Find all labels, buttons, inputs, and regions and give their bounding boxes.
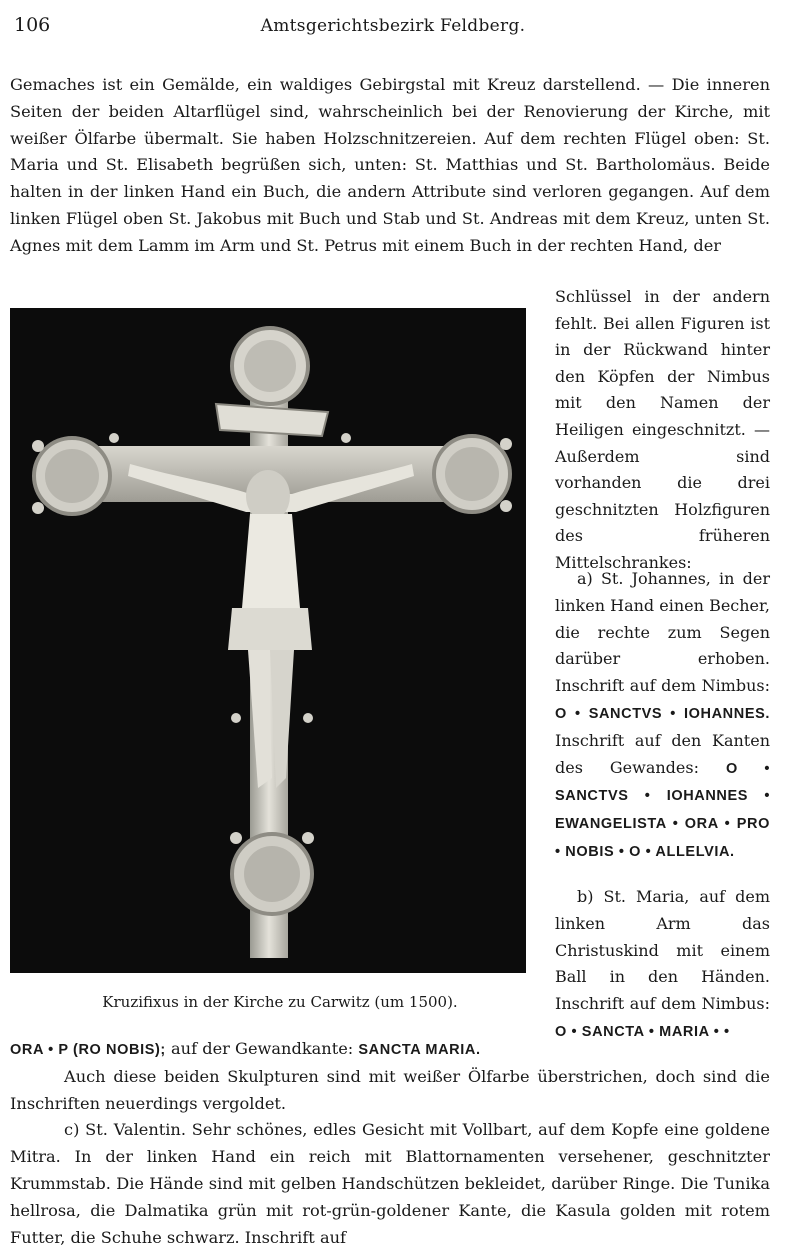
item-a-inscription-2: O • SANCTVS • IOHANNES • EWANGELISTA • ORA • PRO • NOBIS • O • ALLELVIA.: [555, 760, 771, 860]
top-paragraph: Gemaches ist ein Gemälde, ein waldiges Gebirgstal mit Kreuz darstellend. — Die inneren Seiten der beiden Altarflügel sind, wahrscheinlich bei der Renovierung der Kirche, mit weißer Ölfarbe übermalt. Sie haben Holzschnitzereien. Auf dem rechten Flügel oben: St. Maria und St. Elisabeth begrüßen sich, unten: St. Matthias und St. Bartholomäus. Beide halten in der linken Hand ein Buch, die andern Attribute sind verloren gegangen. Auf dem linken Flügel oben St. Jakobus mit Buch und Stab und St. Andreas mit dem Kreuz, unten St. Agnes mit dem Lamm im Arm und St. Petrus mit einem Buch in der rechten Hand, der: [10, 75, 770, 255]
item-a-text: a) St. Johannes, in der linken Hand einen Becher, die rechte zum Segen darüber erhoben. Inschrift auf dem Nimbus:: [555, 569, 770, 696]
side-item-a: [555, 566, 770, 866]
inscription-cont: ORA • P (RO NOBIS);: [10, 1042, 166, 1058]
crucifix-photo: [10, 308, 526, 973]
item-b-inscription: O • SANCTA • MARIA • •: [555, 1023, 730, 1040]
paragraph-valentin: c) St. Valentin. Sehr schönes, edles Gesicht mit Vollbart, auf dem Kopfe eine goldene Mitra. In der linken Hand ein reich mit Blattornamenten versehener, geschnitzter Krummstab. Die Hände sind mit gelben Handschützen bekleidet, darüber Ringe. Die Tunika hellrosa, die Dalmatika grün mit rot-grün-goldener Kante, die Kasula golden mit rotem Futter, die Schuhe schwarz. Inschrift auf: [10, 1120, 770, 1247]
side-continuation: Schlüssel in der andern fehlt. Bei allen Figuren ist in der Rückwand hinter den Köpfen der Nimbus mit den Namen der Heiligen eingeschnitzt. — Außerdem sind vorhanden die drei geschnitzten Holzfiguren des früheren Mittelschrankes:: [555, 287, 770, 572]
inscription-cont-text: auf der Gewandkante:: [165, 1039, 359, 1058]
inscription-continuation-line: [10, 1036, 770, 1064]
titulus-scroll: [216, 404, 328, 436]
item-a-text-2: Inschrift auf den Kanten des Gewandes:: [555, 730, 770, 777]
figure-caption: Kruzifixus in der Kirche zu Carwitz (um 1500).: [102, 993, 458, 1011]
item-b-text: b) St. Maria, auf dem linken Arm das Christuskind mit einem Ball in den Händen. Inschrift auf dem Nimbus:: [555, 887, 770, 1014]
paragraph-skulpturen: Auch diese beiden Skulpturen sind mit weißer Ölfarbe überstrichen, doch sind die Inschriften neuerdings vergoldet.: [10, 1066, 770, 1113]
running-title: Amtsgerichtsbezirk Feldberg.: [260, 16, 526, 36]
item-a-inscription-1: O • SANCTVS • IOHANNES.: [555, 705, 770, 722]
inscription-sancta-maria: SANCTA MARIA.: [358, 1042, 481, 1058]
page-number: 106: [14, 14, 51, 36]
side-item-b: [555, 884, 770, 1046]
bottom-text: [10, 1036, 770, 1251]
